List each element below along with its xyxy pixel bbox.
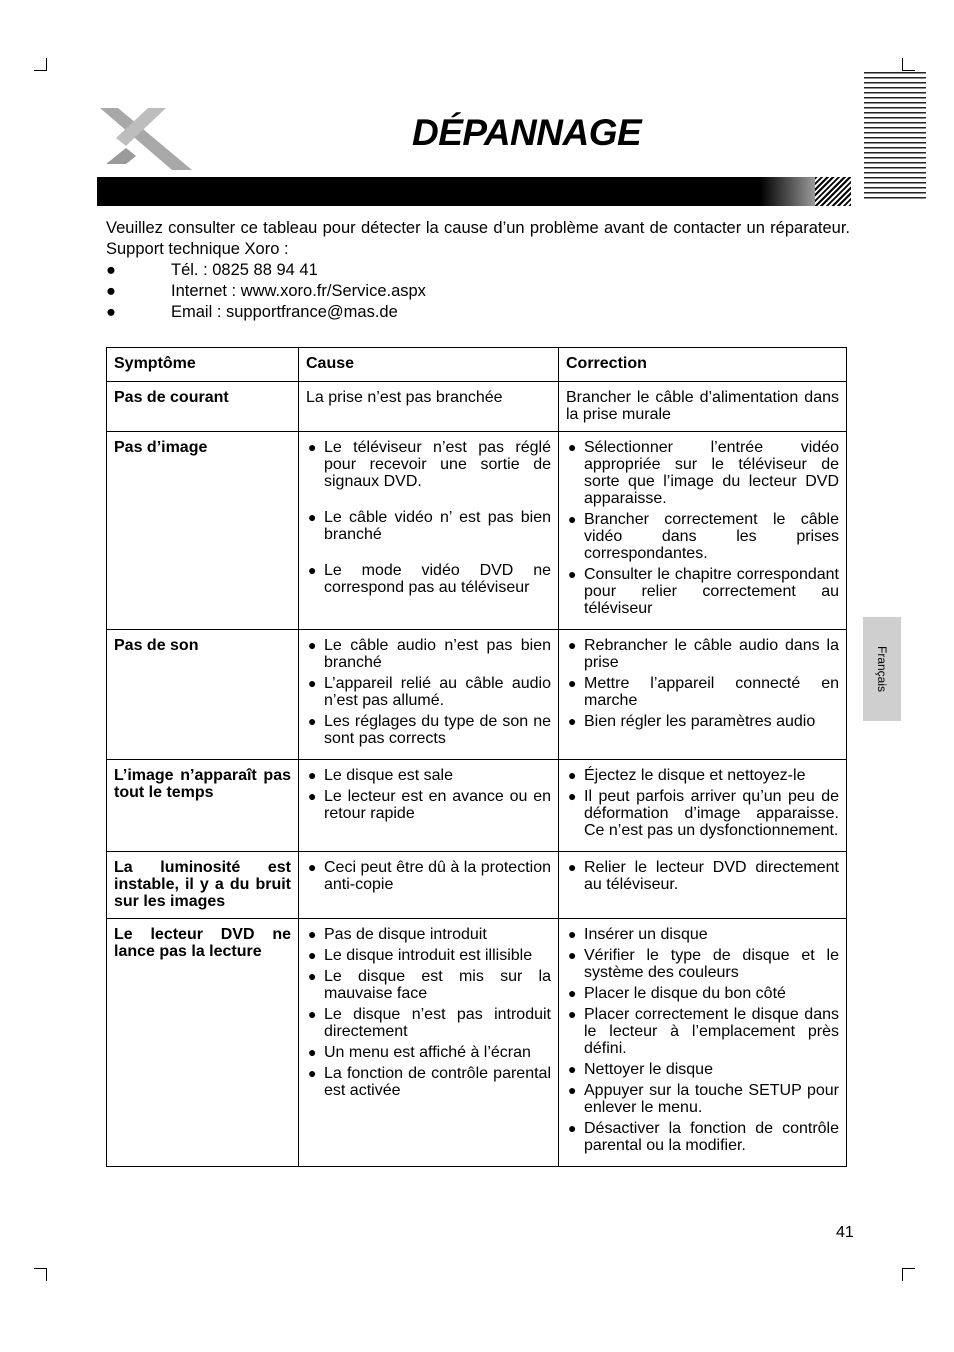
list-item: ● Les réglages du type de son ne sont pas corrects [308, 713, 551, 747]
list-item: ● Le lecteur est en avance ou en retour rapide [308, 788, 551, 822]
cause-cell [299, 432, 559, 630]
list-item: ● Il peut parfois arriver qu’un peu de déformation d’image apparaisse. Ce n’est pas un dysfonctionnement. [568, 788, 839, 839]
cause-cell [299, 919, 559, 1167]
contact-list [106, 260, 850, 323]
table-row [107, 919, 847, 1167]
list-item: ● Un menu est affiché à l’écran [308, 1044, 531, 1061]
list-item: ● Le disque est sale [308, 767, 453, 784]
list-item: ● Sélectionner l’entrée vidéo appropriée sur le téléviseur de sorte que l’image du lecteur DVD apparaisse. [568, 439, 839, 507]
contact-email-text[interactable]: Email : supportfrance@mas.de [171, 303, 398, 321]
list-item: ● Brancher correctement le câble vidéo dans les prises correspondantes. [568, 511, 839, 562]
crop-mark-top-left [34, 58, 47, 71]
list-item: ● Le disque est mis sur la mauvaise face [308, 968, 551, 1002]
list-item: ● Le mode vidéo DVD ne correspond pas au téléviseur [308, 562, 551, 596]
list-item: ● Placer correctement le disque dans le lecteur à l’emplacement près défini. [568, 1006, 839, 1057]
table-header-row [107, 348, 847, 382]
table-row [107, 760, 847, 852]
list-item: ● Vérifier le type de disque et le système des couleurs [568, 947, 839, 981]
contact-email [106, 302, 850, 323]
contact-phone [106, 260, 850, 281]
header-cause: Cause [299, 348, 559, 382]
contact-internet-text[interactable]: Internet : www.xoro.fr/Service.aspx [171, 282, 426, 300]
list-item: ● Nettoyer le disque [568, 1061, 713, 1078]
bullet: ● [106, 282, 116, 300]
list-item: ● Le disque introduit est illisible [308, 947, 533, 964]
list-item: ● L’appareil relié au câble audio n’est pas allumé. [308, 675, 551, 709]
correction-cell [559, 630, 847, 760]
symptom-cell: La luminosité est instable, il y a du bruit sur les images [107, 852, 299, 919]
header-correction: Correction [559, 348, 847, 382]
list-item: ● Éjectez le disque et nettoyez-le [568, 767, 806, 784]
symptom-cell: L’image n’apparaît pas tout le temps [107, 760, 299, 852]
list-item: ● Le câble audio n’est pas bien branché [308, 637, 551, 671]
bullet: ● [106, 303, 116, 321]
list-item: ● Le téléviseur n’est pas réglé pour recevoir une sortie de signaux DVD. [308, 439, 551, 490]
header-bar [97, 177, 851, 206]
table-row [107, 432, 847, 630]
cause-cell [299, 852, 559, 919]
symptom-cell: Pas d’image [107, 432, 299, 630]
correction-cell [559, 919, 847, 1167]
crop-mark-bottom-left [34, 1268, 47, 1281]
symptom-cell: Pas de son [107, 630, 299, 760]
contact-internet [106, 281, 850, 302]
language-label: Français [875, 645, 889, 693]
list-item: ● Pas de disque introduit [308, 926, 487, 943]
intro-text: Veuillez consulter ce tableau pour détecter la cause d’un problème avant de contacter un réparateur. Support technique Xoro : [106, 219, 850, 258]
cause-cell [299, 760, 559, 852]
list-item: ● Désactiver la fonction de contrôle parental ou la modifier. [568, 1120, 839, 1154]
page-number: 41 [836, 1224, 854, 1241]
language-side-tab [863, 617, 901, 721]
page-title: DÉPANNAGE [412, 112, 642, 153]
list-item: ● Appuyer sur la touche SETUP pour enlever le menu. [568, 1082, 839, 1116]
header-symptom: Symptôme [107, 348, 299, 382]
decorative-stripes [864, 72, 926, 200]
table-row [107, 852, 847, 919]
troubleshooting-table [106, 347, 847, 1167]
list-item: ● Le disque n’est pas introduit directement [308, 1006, 551, 1040]
crop-mark-top-right [902, 58, 915, 71]
symptom-cell: Pas de courant [107, 382, 299, 432]
table-row [107, 630, 847, 760]
bullet: ● [106, 261, 116, 279]
list-item: ● Le câble vidéo n’ est pas bien branché [308, 509, 551, 543]
header-bar-pattern [815, 177, 851, 206]
cause-cell [299, 630, 559, 760]
table-row [107, 382, 847, 432]
list-item: ● Ceci peut être dû à la protection anti-copie [308, 859, 551, 893]
symptom-cell: Le lecteur DVD ne lance pas la lecture [107, 919, 299, 1167]
list-item: ● Rebrancher le câble audio dans la prise [568, 637, 839, 671]
correction-cell [559, 852, 847, 919]
correction-cell: Brancher le câble d’alimentation dans la prise murale [559, 382, 847, 432]
xoro-logo-icon [96, 106, 192, 172]
contact-phone-text: Tél. : 0825 88 94 41 [171, 261, 318, 279]
list-item: ● Placer le disque du bon côté [568, 985, 786, 1002]
list-item: ● La fonction de contrôle parental est activée [308, 1065, 551, 1099]
cause-cell: La prise n’est pas branchée [299, 382, 559, 432]
list-item: ● Bien régler les paramètres audio [568, 713, 816, 730]
crop-mark-bottom-right [902, 1268, 915, 1281]
correction-cell [559, 432, 847, 630]
correction-cell [559, 760, 847, 852]
list-item: ● Consulter le chapitre correspondant pour relier correctement au téléviseur [568, 566, 839, 617]
list-item: ● Insérer un disque [568, 926, 708, 943]
list-item: ● Relier le lecteur DVD directement au téléviseur. [568, 859, 839, 893]
list-item: ● Mettre l’appareil connecté en marche [568, 675, 839, 709]
intro-section [106, 218, 850, 323]
